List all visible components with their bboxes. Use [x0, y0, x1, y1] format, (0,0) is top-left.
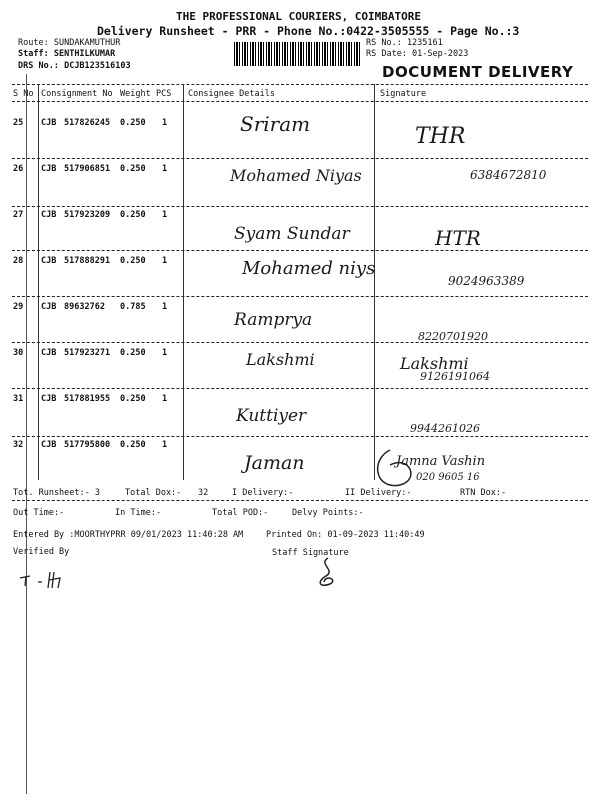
header-bottom-divider — [12, 101, 588, 102]
row-weight: 0.785 — [120, 302, 146, 312]
row-weight: 0.250 — [120, 256, 146, 266]
row-pcs: 1 — [162, 210, 168, 220]
staff-signature-mark-icon — [308, 554, 348, 590]
row-weight: 0.250 — [120, 394, 146, 404]
row-consignment: 89632762 — [64, 302, 105, 312]
table-row — [0, 112, 600, 158]
staff-label: Staff: — [18, 49, 49, 59]
in-time: In Time:- — [115, 508, 162, 518]
rs-number: RS No.: 1235161 — [366, 38, 443, 48]
row-pcs: 1 — [162, 256, 168, 266]
entered-by: Entered By :MOORTHYPRR 09/01/2023 11:40:28 AM — [13, 530, 244, 540]
footer-divider — [12, 500, 588, 501]
row-consignee-name: Mohamed Niyas — [230, 166, 362, 185]
row-signature: Lakshmi — [400, 354, 469, 373]
col-pcs: PCS — [156, 89, 172, 99]
row-consignee-name: Ramprya — [234, 310, 313, 330]
row-phone: 6384672810 — [470, 168, 547, 182]
col-weight: Weight — [120, 89, 151, 99]
row-divider — [12, 250, 588, 251]
row-consignee-name: Sriram — [240, 112, 311, 136]
row-consignment: 517795800 — [64, 440, 111, 450]
row-consignment: 517888291 — [64, 256, 111, 266]
col-signature: Signature — [380, 89, 427, 99]
row-consignee-name: Lakshmi — [246, 350, 315, 369]
table-row — [0, 300, 600, 342]
row-consignee-name: Kuttiyer — [236, 406, 307, 426]
row-weight: 0.250 — [120, 440, 146, 450]
row-prefix: CJB — [41, 164, 57, 174]
row-consignment: 517826245 — [64, 118, 111, 128]
row-weight: 0.250 — [120, 210, 146, 220]
row-phone: 8220701920 — [418, 330, 488, 343]
row-sno: 28 — [13, 256, 24, 266]
delvy-points: Delvy Points:- — [292, 508, 364, 518]
row-phone: 9126191064 — [420, 370, 490, 383]
table-row — [0, 162, 600, 206]
row-sno: 25 — [13, 118, 24, 128]
row-phone: 020 9605 16 — [416, 472, 480, 483]
col-consignee: Consignee Details — [188, 89, 275, 99]
row-prefix: CJB — [41, 440, 57, 450]
staff-line — [18, 49, 115, 59]
barcode — [234, 42, 360, 66]
row-prefix: CJB — [41, 118, 57, 128]
table-row — [0, 210, 600, 250]
row-sno: 27 — [13, 210, 24, 220]
col-consignment: Consignment No — [41, 89, 113, 99]
company-title: THE PROFESSIONAL COURIERS, COIMBATORE — [176, 10, 422, 23]
row-signature: HTR — [435, 226, 481, 250]
row-consignment: 517923271 — [64, 348, 111, 358]
row-divider — [12, 342, 588, 343]
table-row — [0, 392, 600, 436]
row-pcs: 1 — [162, 302, 168, 312]
row-sno: 31 — [13, 394, 24, 404]
row-pcs: 1 — [162, 394, 168, 404]
out-time: Out Time:- — [13, 508, 65, 518]
row-consignment: 517906851 — [64, 164, 111, 174]
i-delivery: I Delivery:- — [232, 488, 294, 498]
row-phone: 9024963389 — [448, 274, 525, 288]
rtn-dox: RTN Dox:- — [460, 488, 507, 498]
header-top-divider — [12, 84, 588, 85]
row-consignee-name: Syam Sundar — [234, 224, 350, 244]
row-weight: 0.250 — [120, 164, 146, 174]
row-divider — [12, 296, 588, 297]
row-divider — [12, 206, 588, 207]
total-dox-value: 32 — [198, 488, 209, 498]
staff-value: SENTHILKUMAR — [53, 49, 116, 59]
row-divider — [12, 158, 588, 159]
route-line — [18, 38, 120, 48]
rs-date: RS Date: 01-Sep-2023 — [366, 49, 469, 59]
col-sno: S No — [13, 89, 34, 99]
verified-by: Verified By — [13, 547, 70, 557]
tot-runsheet: Tot. Runsheet:- 3 — [13, 488, 100, 498]
total-dox-label: Total Dox:- — [125, 488, 182, 498]
row-consignee-name: Jaman — [244, 452, 305, 474]
route-label: Route: — [18, 38, 49, 48]
row-prefix: CJB — [41, 256, 57, 266]
staff-signature: Staff Signature — [272, 548, 349, 558]
row-prefix: CJB — [41, 210, 57, 220]
row-prefix: CJB — [41, 394, 57, 404]
route-value: SUNDAKAMUTHUR — [53, 38, 121, 48]
table-row — [0, 254, 600, 296]
total-pod: Total POD:- — [212, 508, 269, 518]
row-sno: 29 — [13, 302, 24, 312]
table-row — [0, 346, 600, 388]
verified-signature-icon — [16, 568, 86, 592]
row-consignee-name: Mohamed niys — [242, 258, 376, 279]
table-row — [0, 438, 600, 482]
drs-label: DRS No.: — [18, 61, 59, 71]
row-divider — [12, 388, 588, 389]
row-phone: 9944261026 — [410, 422, 480, 435]
row-pcs: 1 — [162, 348, 168, 358]
row-sno: 30 — [13, 348, 24, 358]
row-consignment: 517923209 — [64, 210, 111, 220]
row-weight: 0.250 — [120, 348, 146, 358]
row-divider — [12, 436, 588, 437]
row-pcs: 1 — [162, 118, 168, 128]
row-prefix: CJB — [41, 348, 57, 358]
ii-delivery: II Delivery:- — [345, 488, 412, 498]
row-weight: 0.250 — [120, 118, 146, 128]
row-signature: Jamna Vashin — [396, 454, 486, 469]
row-sno: 26 — [13, 164, 24, 174]
row-signature: THR — [415, 124, 466, 149]
runsheet-subtitle: Delivery Runsheet - PRR - Phone No.:0422-3505555 - Page No.:3 — [97, 24, 520, 38]
drs-value: DCJB123516103 — [64, 61, 131, 71]
row-sno: 32 — [13, 440, 24, 450]
drs-line — [18, 61, 131, 71]
printed-on: Printed On: 01-09-2023 11:40:49 — [266, 530, 425, 540]
row-pcs: 1 — [162, 164, 168, 174]
row-prefix: CJB — [41, 302, 57, 312]
row-pcs: 1 — [162, 440, 168, 450]
row-consignment: 517881955 — [64, 394, 111, 404]
document-delivery-stamp: DOCUMENT DELIVERY — [382, 63, 574, 81]
